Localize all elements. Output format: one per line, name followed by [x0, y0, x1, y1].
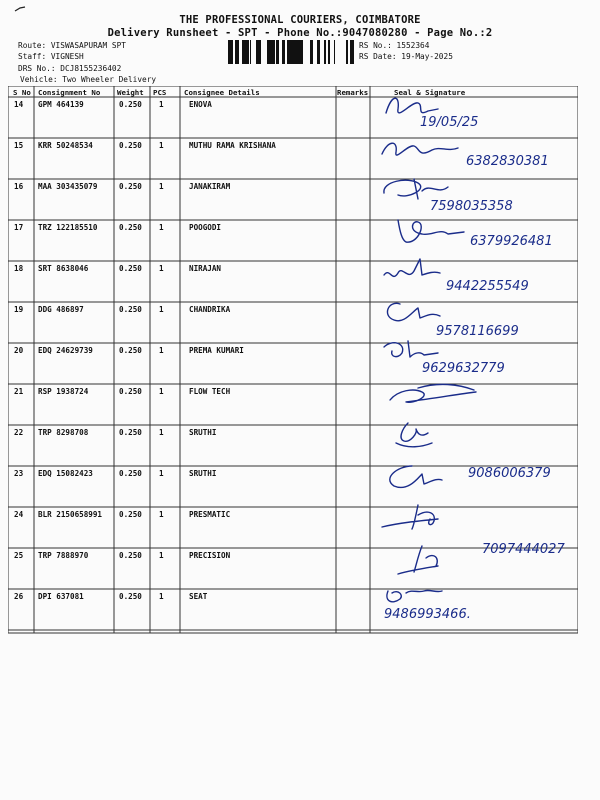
- row-weight: 0.250: [119, 182, 142, 191]
- signature-stroke: [398, 220, 464, 242]
- row-weight: 0.250: [119, 428, 142, 437]
- signature-stroke: [387, 303, 440, 320]
- row-sno: 25: [14, 551, 24, 560]
- row-sno: 17: [14, 223, 24, 232]
- row-sno: 22: [14, 428, 24, 437]
- row-pcs: 1: [159, 305, 164, 314]
- handwritten-note: 6379926481: [470, 234, 553, 249]
- row-consignee: ENOVA: [189, 100, 212, 109]
- row-pcs: 1: [159, 551, 164, 560]
- route-label: Route: VISWASAPURAM SPT: [18, 41, 126, 50]
- signature: [378, 501, 578, 541]
- handwritten-note: 9629632779: [422, 361, 505, 376]
- row-consignee: NIRAJAN: [189, 264, 222, 273]
- signature-stroke: [382, 143, 458, 155]
- col-header-sno: S No: [13, 88, 31, 97]
- signature-stroke: [384, 341, 438, 357]
- signature-stroke: [390, 466, 442, 487]
- row-consignment-no: TRZ 122185510: [38, 223, 98, 232]
- row-pcs: 1: [159, 428, 164, 437]
- signature-stroke: [398, 546, 438, 574]
- row-consignee: SRUTHI: [189, 469, 217, 478]
- row-consignee: MUTHU RAMA KRISHANA: [189, 141, 276, 150]
- row-consignment-no: MAA 303435079: [38, 182, 98, 191]
- row-consignee: JANAKIRAM: [189, 182, 231, 191]
- handwritten-note: 7097444027: [482, 542, 565, 557]
- handwritten-note: 9442255549: [446, 279, 529, 294]
- row-weight: 0.250: [119, 469, 142, 478]
- row-pcs: 1: [159, 510, 164, 519]
- row-pcs: 1: [159, 469, 164, 478]
- row-weight: 0.250: [119, 100, 142, 109]
- row-pcs: 1: [159, 182, 164, 191]
- row-weight: 0.250: [119, 264, 142, 273]
- handwritten-note: 6382830381: [466, 154, 549, 169]
- row-pcs: 1: [159, 264, 164, 273]
- row-sno: 14: [14, 100, 24, 109]
- col-header-weight: Weight: [117, 88, 144, 97]
- col-header-consignee: Consignee Details: [184, 88, 260, 97]
- row-consignee: FLOW TECH: [189, 387, 231, 396]
- signature-stroke: [384, 259, 440, 276]
- col-header-pcs: PCS: [153, 88, 167, 97]
- row-pcs: 1: [159, 346, 164, 355]
- row-weight: 0.250: [119, 305, 142, 314]
- signature: [378, 378, 578, 418]
- row-consignee: POOGODI: [189, 223, 222, 232]
- row-weight: 0.250: [119, 592, 142, 601]
- vehicle-label: Vehicle: Two Wheeler Delivery: [20, 75, 157, 84]
- signature-stroke: [396, 423, 432, 447]
- row-sno: 20: [14, 346, 24, 355]
- row-weight: 0.250: [119, 387, 142, 396]
- row-pcs: 1: [159, 223, 164, 232]
- row-weight: 0.250: [119, 551, 142, 560]
- handwritten-note: 9578116699: [436, 324, 519, 339]
- signature-stroke: [382, 505, 438, 529]
- handwritten-note: 19/05/25: [420, 115, 479, 130]
- row-sno: 26: [14, 592, 24, 601]
- row-sno: 19: [14, 305, 24, 314]
- row-consignment-no: RSP 1938724: [38, 387, 89, 396]
- row-consignment-no: GPM 464139: [38, 100, 84, 109]
- runsheet-subtitle: Delivery Runsheet - SPT - Phone No.:9047080280 - Page No.:2: [107, 27, 493, 39]
- col-header-consignment: Consignment No: [38, 88, 101, 97]
- corner-mark: [14, 6, 26, 12]
- row-consignee: SEAT: [189, 592, 208, 601]
- row-consignee: CHANDRIKA: [189, 305, 231, 314]
- row-consignment-no: DDG 486897: [38, 305, 84, 314]
- row-weight: 0.250: [119, 223, 142, 232]
- rs-date: RS Date: 19-May-2025: [359, 52, 453, 61]
- signature-stroke: [384, 179, 448, 199]
- row-consignment-no: DPI 637081: [38, 592, 84, 601]
- col-header-remarks: Remarks: [337, 88, 369, 97]
- drs-label: DRS No.: DCJ8155236402: [18, 64, 122, 73]
- row-consignment-no: BLR 2150658991: [38, 510, 103, 519]
- signature: [378, 419, 578, 459]
- row-sno: 21: [14, 387, 24, 396]
- row-pcs: 1: [159, 100, 164, 109]
- row-sno: 16: [14, 182, 24, 191]
- staff-label: Staff: VIGNESH: [18, 52, 84, 61]
- rs-number: RS No.: 1552364: [359, 41, 430, 50]
- row-weight: 0.250: [119, 346, 142, 355]
- row-consignment-no: TRP 8298708: [38, 428, 89, 437]
- handwritten-note: 9486993466.: [384, 607, 471, 622]
- company-title: THE PROFESSIONAL COURIERS, COIMBATORE: [179, 14, 421, 26]
- row-consignment-no: EDQ 24629739: [38, 346, 93, 355]
- row-consignment-no: SRT 8638046: [38, 264, 89, 273]
- row-sno: 15: [14, 141, 24, 150]
- handwritten-note: 9086006379: [468, 466, 551, 481]
- signature-stroke: [386, 98, 438, 113]
- row-sno: 18: [14, 264, 24, 273]
- row-consignee: PREMA KUMARI: [189, 346, 244, 355]
- row-weight: 0.250: [119, 141, 142, 150]
- signature-stroke: [390, 384, 476, 402]
- row-pcs: 1: [159, 592, 164, 601]
- signature-stroke: [387, 590, 442, 601]
- row-pcs: 1: [159, 387, 164, 396]
- row-weight: 0.250: [119, 510, 142, 519]
- row-consignment-no: KRR 50248534: [38, 141, 93, 150]
- row-pcs: 1: [159, 141, 164, 150]
- row-consignment-no: EDQ 15082423: [38, 469, 93, 478]
- row-sno: 24: [14, 510, 24, 519]
- row-sno: 23: [14, 469, 24, 478]
- row-consignment-no: TRP 7888970: [38, 551, 89, 560]
- row-consignee: PRECISION: [189, 551, 231, 560]
- handwritten-note: 7598035358: [430, 199, 513, 214]
- col-header-seal-signature: Seal & Signature: [394, 88, 466, 97]
- row-consignee: SRUTHI: [189, 428, 217, 437]
- barcode: [228, 40, 354, 64]
- row-consignee: PRESMATIC: [189, 510, 231, 519]
